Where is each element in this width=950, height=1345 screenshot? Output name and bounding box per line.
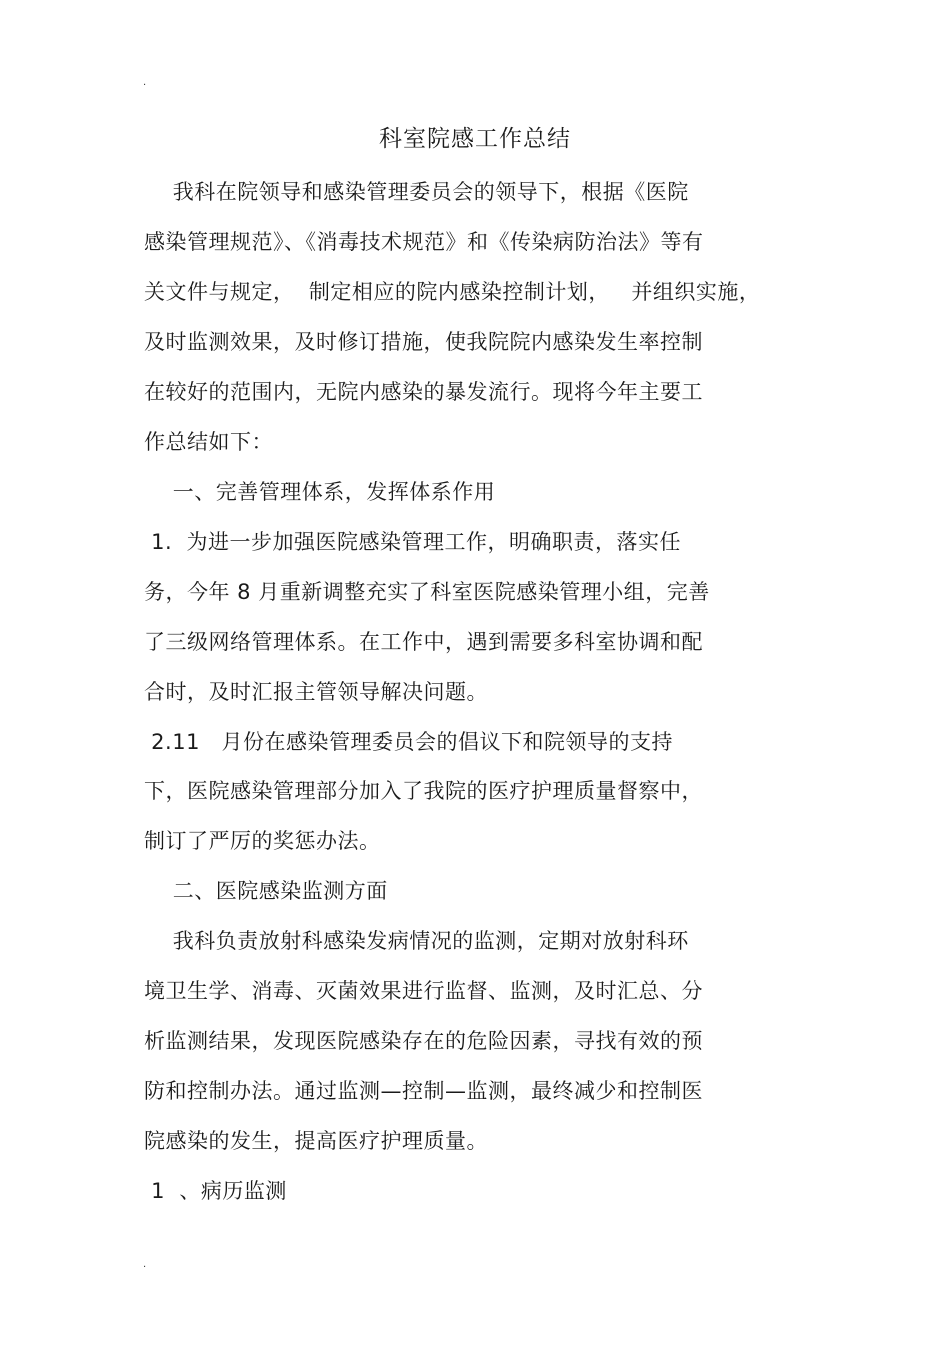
section-heading: 二、医院感染监测方面	[144, 879, 388, 903]
section-heading: 一、完善管理体系，发挥体系作用	[144, 480, 496, 504]
paragraph-line: 境卫生学、消毒、灭菌效果进行监督、监测，及时汇总、分	[144, 979, 703, 1003]
paragraph-line: 析监测结果，发现医院感染存在的危险因素，寻找有效的预	[144, 1029, 703, 1053]
paragraph-line: 制订了严厉的奖惩办法。	[144, 829, 381, 853]
paragraph-line: 下，医院感染管理部分加入了我院的医疗护理质量督察中，	[144, 779, 703, 803]
subsection-heading: 1 、病历监测	[144, 1179, 287, 1203]
paragraph-line: 及时监测效果，及时修订措施，使我院院内感染发生率控制	[144, 330, 703, 354]
paragraph-line: 务，今年 8 月重新调整充实了科室医院感染管理小组，完善	[144, 580, 710, 604]
paragraph-line: 2.11 月份在感染管理委员会的倡议下和院领导的支持	[144, 730, 673, 754]
paragraph-line: 1. 为进一步加强医院感染管理工作，明确职责，落实任	[144, 530, 682, 554]
top-mark: .	[143, 77, 147, 88]
paragraph-line: 在较好的范围内，无院内感染的暴发流行。现将今年主要工	[144, 380, 703, 404]
bottom-mark: .	[143, 1259, 147, 1270]
paragraph-line: 感染管理规范》、《消毒技术规范》和《传染病防治法》等有	[144, 230, 704, 254]
document-title: 科室院感工作总结	[379, 126, 571, 152]
paragraph-line: 我科负责放射科感染发病情况的监测，定期对放射科环	[144, 929, 689, 953]
paragraph-line: 合时，及时汇报主管领导解决问题。	[144, 680, 488, 704]
paragraph-line: 了三级网络管理体系。在工作中，遇到需要多科室协调和配	[144, 630, 703, 654]
paragraph-line: 作总结如下：	[144, 430, 273, 454]
paragraph-line: 院感染的发生，提高医疗护理质量。	[144, 1129, 488, 1153]
paragraph-line: 关文件与规定， 制定相应的院内感染控制计划， 并组织实施，	[144, 280, 761, 304]
paragraph-line: 防和控制办法。通过监测—控制—监测，最终减少和控制医	[144, 1079, 703, 1103]
paragraph-line: 我科在院领导和感染管理委员会的领导下，根据《医院	[144, 180, 689, 204]
